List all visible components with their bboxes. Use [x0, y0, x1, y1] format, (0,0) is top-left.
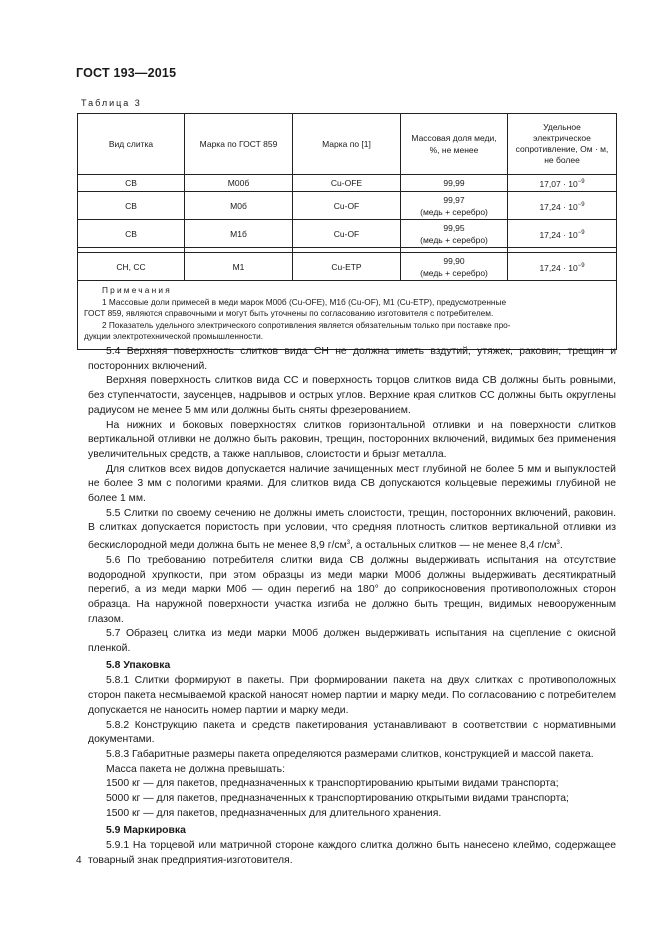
table-notes-row [78, 281, 617, 350]
table-row: СН, СС М1 Cu-ETP 99,90 (медь + серебро) $17,24 \cdot 10^{-9}$ [78, 253, 617, 281]
paragraph-5-4: 5.4 Верхняя поверхность слитков вида СН не должна иметь вздутий, утяжек, раковин, трещин и посторонних включений. [88, 346, 616, 372]
table-row: СВ М1б Cu-OF 99,95 (медь + серебро) $17,24 \cdot 10^{-9}$ [78, 220, 617, 248]
note-1-cont: ГОСТ 859, являются справочными и могут быть уточнены по согласованию изготовителя с потребителем. [84, 308, 494, 318]
list-item: 1500 кг — для пакетов, предназначенных для длительного хранения. [106, 807, 442, 819]
table-row: СВ М00б Cu-OFE 99,99 $17,07 \cdot 10^{-9}$ [78, 175, 617, 192]
paragraph-5-7: 5.7 Образец слитка из меди марки М00б должен выдерживать испытания на сцепление с окисной пленкой. [88, 628, 616, 655]
table-header-row [78, 114, 617, 175]
col-header-gost-grade: Марка по ГОСТ 859 [185, 114, 293, 175]
data-table [77, 113, 617, 350]
paragraph: На нижних и боковых поверхностях слитков горизонтальной отливки и на поверхности слитков вертикальной отливки не должно быть раковин, трещин, посторонних включений, видимых без применения увеличительных средств, а также наплывов, слоистости и брызг металла. [88, 419, 616, 460]
col-header-ingot-type: Вид слитка [78, 114, 185, 175]
note-2-cont: дукции электротехнической промышленности. [84, 331, 264, 341]
page-number: 4 [76, 855, 82, 866]
paragraph-5-6: 5.6 По требованию потребителя слитки вида СВ должны выдерживать испытания на отсутствие водородной хрупкости, при этом образцы из меди марки М00б должны выдерживать десятикратный перегиб, а из меди марки М0б — один перегиб на 180° до соприкосновения противоположных сторон образца. На наружной поверхности участка изгиба не должно быть трещин, видимых невооруженным глазом. [88, 554, 616, 625]
table-row: СВ М0б Cu-OF 99,97 (медь + серебро) $17,24 \cdot 10^{-9}$ [78, 192, 617, 220]
col-header-mass-fraction: Массовая доля меди, %, не менее [401, 114, 508, 175]
paragraph-5-8-3: 5.8.3 Габаритные размеры пакета определяются размерами слитков, конструкцией и массой пакета. [106, 748, 594, 760]
paragraph-5-9-1: 5.9.1 На торцевой или матричной стороне каждого слитка должно быть нанесено клеймо, содержащее товарный знак предприятия-изготовителя. [88, 840, 616, 866]
list-item: 1500 кг — для пакетов, предназначенных к транспортированию крытыми видами транспорта; [106, 778, 559, 790]
paragraph: Для слитков всех видов допускается наличие зачищенных мест глубиной не более 5 мм и выпуклостей не более 3 мм с пологими краями. Для слитков вида СВ допускаются кольцевые пережимы глубиной не более 1 мм. [88, 463, 616, 505]
section-heading-5-9: 5.9 Маркировка [106, 824, 186, 836]
page-header-title: ГОСТ 193—2015 [76, 66, 177, 80]
paragraph-5-5: 5.5 Слитки по своему сечению не должны иметь слоистости, трещин, посторонних включений, раковин. В слитках допускается пористость при условии, что средняя плотность слитков вертикальной отливки из бескислородной меди должна быть не менее 8,9 $г/см^3$, а остальных слитков — не менее 8,4 $г/см^3$. [88, 507, 616, 552]
paragraph: Верхняя поверхность слитков вида СС и поверхность торцов слитков вида СВ должны быть ровными, без ступенчатости, заусенцев, надрывов и острых углов. Верхние края слитков СС должны быть округлены радиусом не менее 5 мм или должны быть сняты фрезерованием. [88, 375, 616, 416]
notes-heading: Примечания [102, 285, 172, 295]
col-header-ref-grade: Марка по [1] [293, 114, 401, 175]
paragraph: Масса пакета не должна превышать: [106, 763, 285, 775]
list-item: 5000 кг — для пакетов, предназначенных к транспортированию открытыми видами транспорта; [106, 793, 569, 805]
table-caption: Таблица 3 [81, 98, 142, 108]
col-header-resistivity: Удельное электрическое сопротивление, Ом · м, не более [508, 114, 617, 175]
note-1: 1 Массовые доли примесей в меди марок М00б (Cu-OFE), М1б (Cu-OF), М1 (Cu-ETP), предусмотренные [102, 296, 507, 307]
paragraph-5-8-2: 5.8.2 Конструкцию пакета и средств пакетирования устанавливают в соответствии с нормативными документами. [88, 719, 616, 746]
paragraph-5-8-1: 5.8.1 Слитки формируют в пакеты. При формировании пакета на двух слитках с противоположных сторон пакета несмываемой краской наносят номер партии и марку меди. По согласованию с потребителем допускается не наносить номер партии и марку меди. [88, 675, 616, 716]
section-heading-5-8: 5.8 Упаковка [106, 659, 171, 671]
note-2: 2 Показатель удельного электрического сопротивления является обязательным только при поставке про- [102, 319, 511, 330]
body-text [88, 345, 616, 869]
